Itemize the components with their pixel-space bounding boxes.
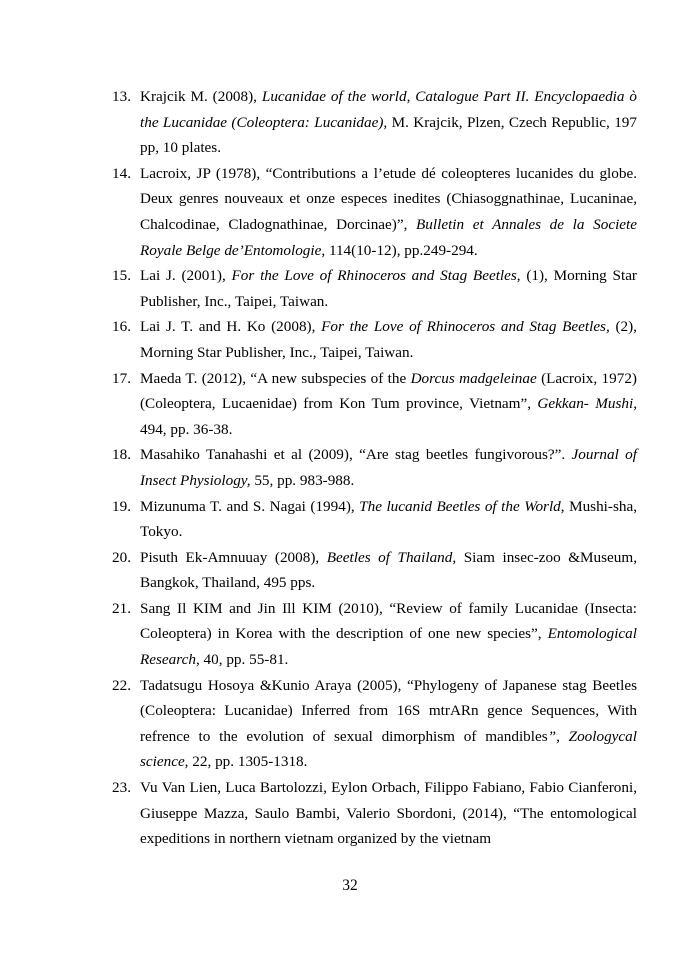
reference-number: 19. <box>112 497 131 515</box>
reference-title-italic: The lucanid Beetles of the World <box>359 497 561 515</box>
reference-number: 15. <box>112 267 131 285</box>
reference-text <box>140 545 637 596</box>
reference-number: 13. <box>112 88 131 105</box>
reference-item <box>112 673 637 775</box>
reference-title-italic: Gekkan- Mushi, <box>537 395 638 413</box>
reference-text-run: Pisuth Ek-Amnuuay (2008), <box>140 548 327 566</box>
reference-text-run: , (1), Morning Star Publisher, Inc., Taipei, Taiwan. <box>140 267 637 310</box>
reference-text-run: 494, pp. 36-38. <box>140 420 233 438</box>
reference-text <box>140 263 637 314</box>
reference-text-run: 55, pp. 983-988. <box>250 471 355 489</box>
reference-title-italic: Bulletin et Annales de la Societe Royale Belge de’Entomologie <box>140 215 637 259</box>
reference-text-run: 22, pp. 1305-1318. <box>188 753 308 771</box>
reference-number: 20. <box>112 548 131 566</box>
reference-item <box>112 494 637 545</box>
reference-text-run: Vu Van Lien, Luca Bartolozzi, Eylon Orbach, Filippo Fabiano, Fabio Cianferoni, Giuseppe Mazza, Saulo Bambi, Valerio Sbordoni, (2014), “The entomological expeditions in northern vietnam organized by the vietnam <box>140 779 637 848</box>
reference-title-italic: For the Love of Rhinoceros and Stag Beetles <box>231 267 517 285</box>
reference-text <box>140 314 637 365</box>
reference-number: 18. <box>112 446 131 464</box>
reference-text-run: Masahiko Tanahashi et al (2009), “Are stag beetles fungivorous?”. <box>140 446 572 464</box>
reference-list <box>112 84 637 852</box>
reference-item <box>112 442 637 493</box>
reference-title-italic: ”, Zoologycal science, <box>140 727 637 771</box>
reference-title-italic: Journal of Insect Physiology, <box>140 446 637 489</box>
reference-text <box>140 775 637 852</box>
reference-text-run: Lai J. T. and H. Ko (2008), <box>140 318 322 336</box>
reference-title-italic: Dorcus madgeleinae <box>410 369 537 387</box>
reference-text <box>140 596 637 673</box>
reference-item <box>112 263 637 314</box>
reference-title-italic: Beetles of Thailand <box>326 548 453 566</box>
reference-number: 21. <box>112 599 131 617</box>
reference-text-run: Krajcik M. (2008), <box>140 88 262 105</box>
reference-number: 16. <box>112 318 131 336</box>
reference-text-run: (Lacroix, 1972) (Coleoptera, Lucaenidae) from Kon Tum province, Vietnam”, <box>140 369 637 413</box>
reference-text <box>140 442 637 493</box>
reference-number: 17. <box>112 369 131 387</box>
reference-item <box>112 314 637 365</box>
reference-text-run: , M. Krajcik, Plzen, Czech Republic, 197 pp, 10 plates. <box>140 113 637 157</box>
reference-item <box>112 775 637 852</box>
reference-text <box>140 84 637 161</box>
reference-item <box>112 84 637 161</box>
reference-item <box>112 545 637 596</box>
reference-text <box>140 673 637 775</box>
reference-title-italic: Entomological Research <box>140 625 637 669</box>
reference-number: 14. <box>112 164 131 182</box>
reference-text <box>140 161 637 263</box>
reference-text-run: , Mushi-sha, Tokyo. <box>140 497 637 541</box>
reference-text-run: (2), Morning Star Publisher, Inc., Taipei, Taiwan. <box>140 318 637 361</box>
reference-text-run: Lacroix, JP (1978), “Contributions a l’etude dé coleopteres lucanides du globe. Deux genres nouveaux et onze especes inedites (Chiasoggnathinae, Lucaninae, Chalcodinae, Cladognathinae, Dorcinae)”, <box>140 164 637 233</box>
reference-number: 23. <box>112 779 131 797</box>
reference-text-run: , Siam insec-zoo &Museum, Bangkok, Thailand, 495 pps. <box>140 548 637 592</box>
reference-title-italic: Lucanidae of the world, Catalogue Part II. Encyclopaedia ò the Lucanidae (Coleoptera: Lucanidae) <box>140 88 637 131</box>
reference-title-italic: For the Love of Rhinoceros and Stag Beetles, <box>321 318 610 336</box>
reference-text-run: Tadatsugu Hosoya &Kunio Araya (2005), “Phylogeny of Japanese stag Beetles (Coleoptera: Lucanidae) Inferred from 16S mtrARn gence Sequences, With refrence to the evolution of sexual dimorphism of mandibles <box>140 676 637 745</box>
reference-text <box>140 494 637 545</box>
reference-text-run: Mizunuma T. and S. Nagai (1994), <box>140 497 360 515</box>
reference-number: 22. <box>112 676 131 694</box>
reference-text-run: , 114(10-12), pp.249-294. <box>321 241 478 259</box>
reference-text-run: , 40, pp. 55-81. <box>195 651 289 669</box>
reference-text <box>140 366 637 443</box>
reference-item <box>112 596 637 673</box>
reference-item <box>112 161 637 263</box>
reference-item <box>112 366 637 443</box>
reference-text-run: Sang Il KIM and Jin Ill KIM (2010), “Review of family Lucanidae (Insecta: Coleoptera) in Korea with the description of one new species”, <box>140 599 637 643</box>
reference-text-run: Lai J. (2001), <box>140 267 232 285</box>
reference-text-run: Maeda T. (2012), “A new subspecies of the <box>140 369 411 387</box>
page-number: 32 <box>342 877 358 894</box>
